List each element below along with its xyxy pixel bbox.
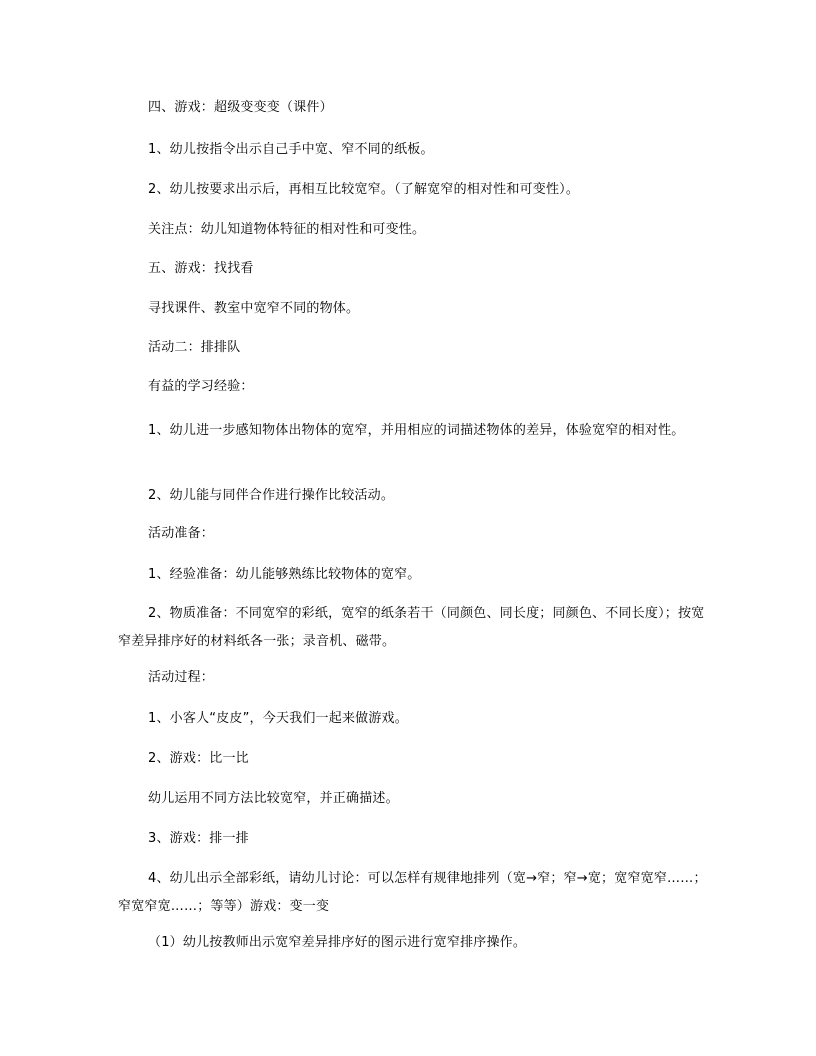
- list-item: 2、物质准备：不同宽窄的彩纸，宽窄的纸条若干（同颜色、同长度；同颜色、不同长度）；按宽窄差异排序好的材料纸各一张；录音机、磁带。: [118, 606, 705, 649]
- list-item: 1、幼儿进一步感知物体出物体的宽窄，并用相应的词描述物体的差异，体验宽窄的相对性。: [148, 423, 685, 438]
- body-text: 寻找课件、教室中宽窄不同的物体。: [148, 301, 360, 316]
- list-item: 1、幼儿按指令出示自己手中宽、窄不同的纸板。: [148, 142, 434, 157]
- section-label: 有益的学习经验：: [148, 379, 254, 394]
- list-item: 2、游戏：比一比: [148, 751, 249, 766]
- list-item: 1、小客人“皮皮”，今天我们一起来做游戏。: [148, 711, 408, 726]
- focus-point-text: 关注点：幼儿知道物体特征的相对性和可变性。: [148, 222, 426, 237]
- body-text: 幼儿运用不同方法比较宽窄，并正确描述。: [148, 791, 399, 806]
- list-item: 3、游戏：排一排: [148, 831, 249, 846]
- list-item: 1、经验准备：幼儿能够熟练比较物体的宽窄。: [148, 567, 421, 582]
- list-item: 4、幼儿出示全部彩纸，请幼儿讨论：可以怎样有规律地排列（宽→窄；窄→宽；宽窄宽窄……；窄宽窄宽……；等等）游戏：变一变: [118, 871, 707, 914]
- section-heading-game-4: 四、游戏：超级变变变（课件）: [148, 100, 333, 115]
- section-label: 活动准备：: [148, 526, 215, 541]
- list-item: 2、幼儿按要求出示后，再相互比较宽窄。（了解宽窄的相对性和可变性）。: [148, 182, 580, 197]
- list-item: （1）幼儿按教师出示宽窄差异排序好的图示进行宽窄排序操作。: [148, 935, 527, 950]
- section-heading-game-5: 五、游戏：找找看: [148, 261, 254, 276]
- list-item: 2、幼儿能与同伴合作进行操作比较活动。: [148, 488, 395, 503]
- activity-title: 活动二：排排队: [148, 340, 241, 355]
- section-label: 活动过程：: [148, 670, 215, 685]
